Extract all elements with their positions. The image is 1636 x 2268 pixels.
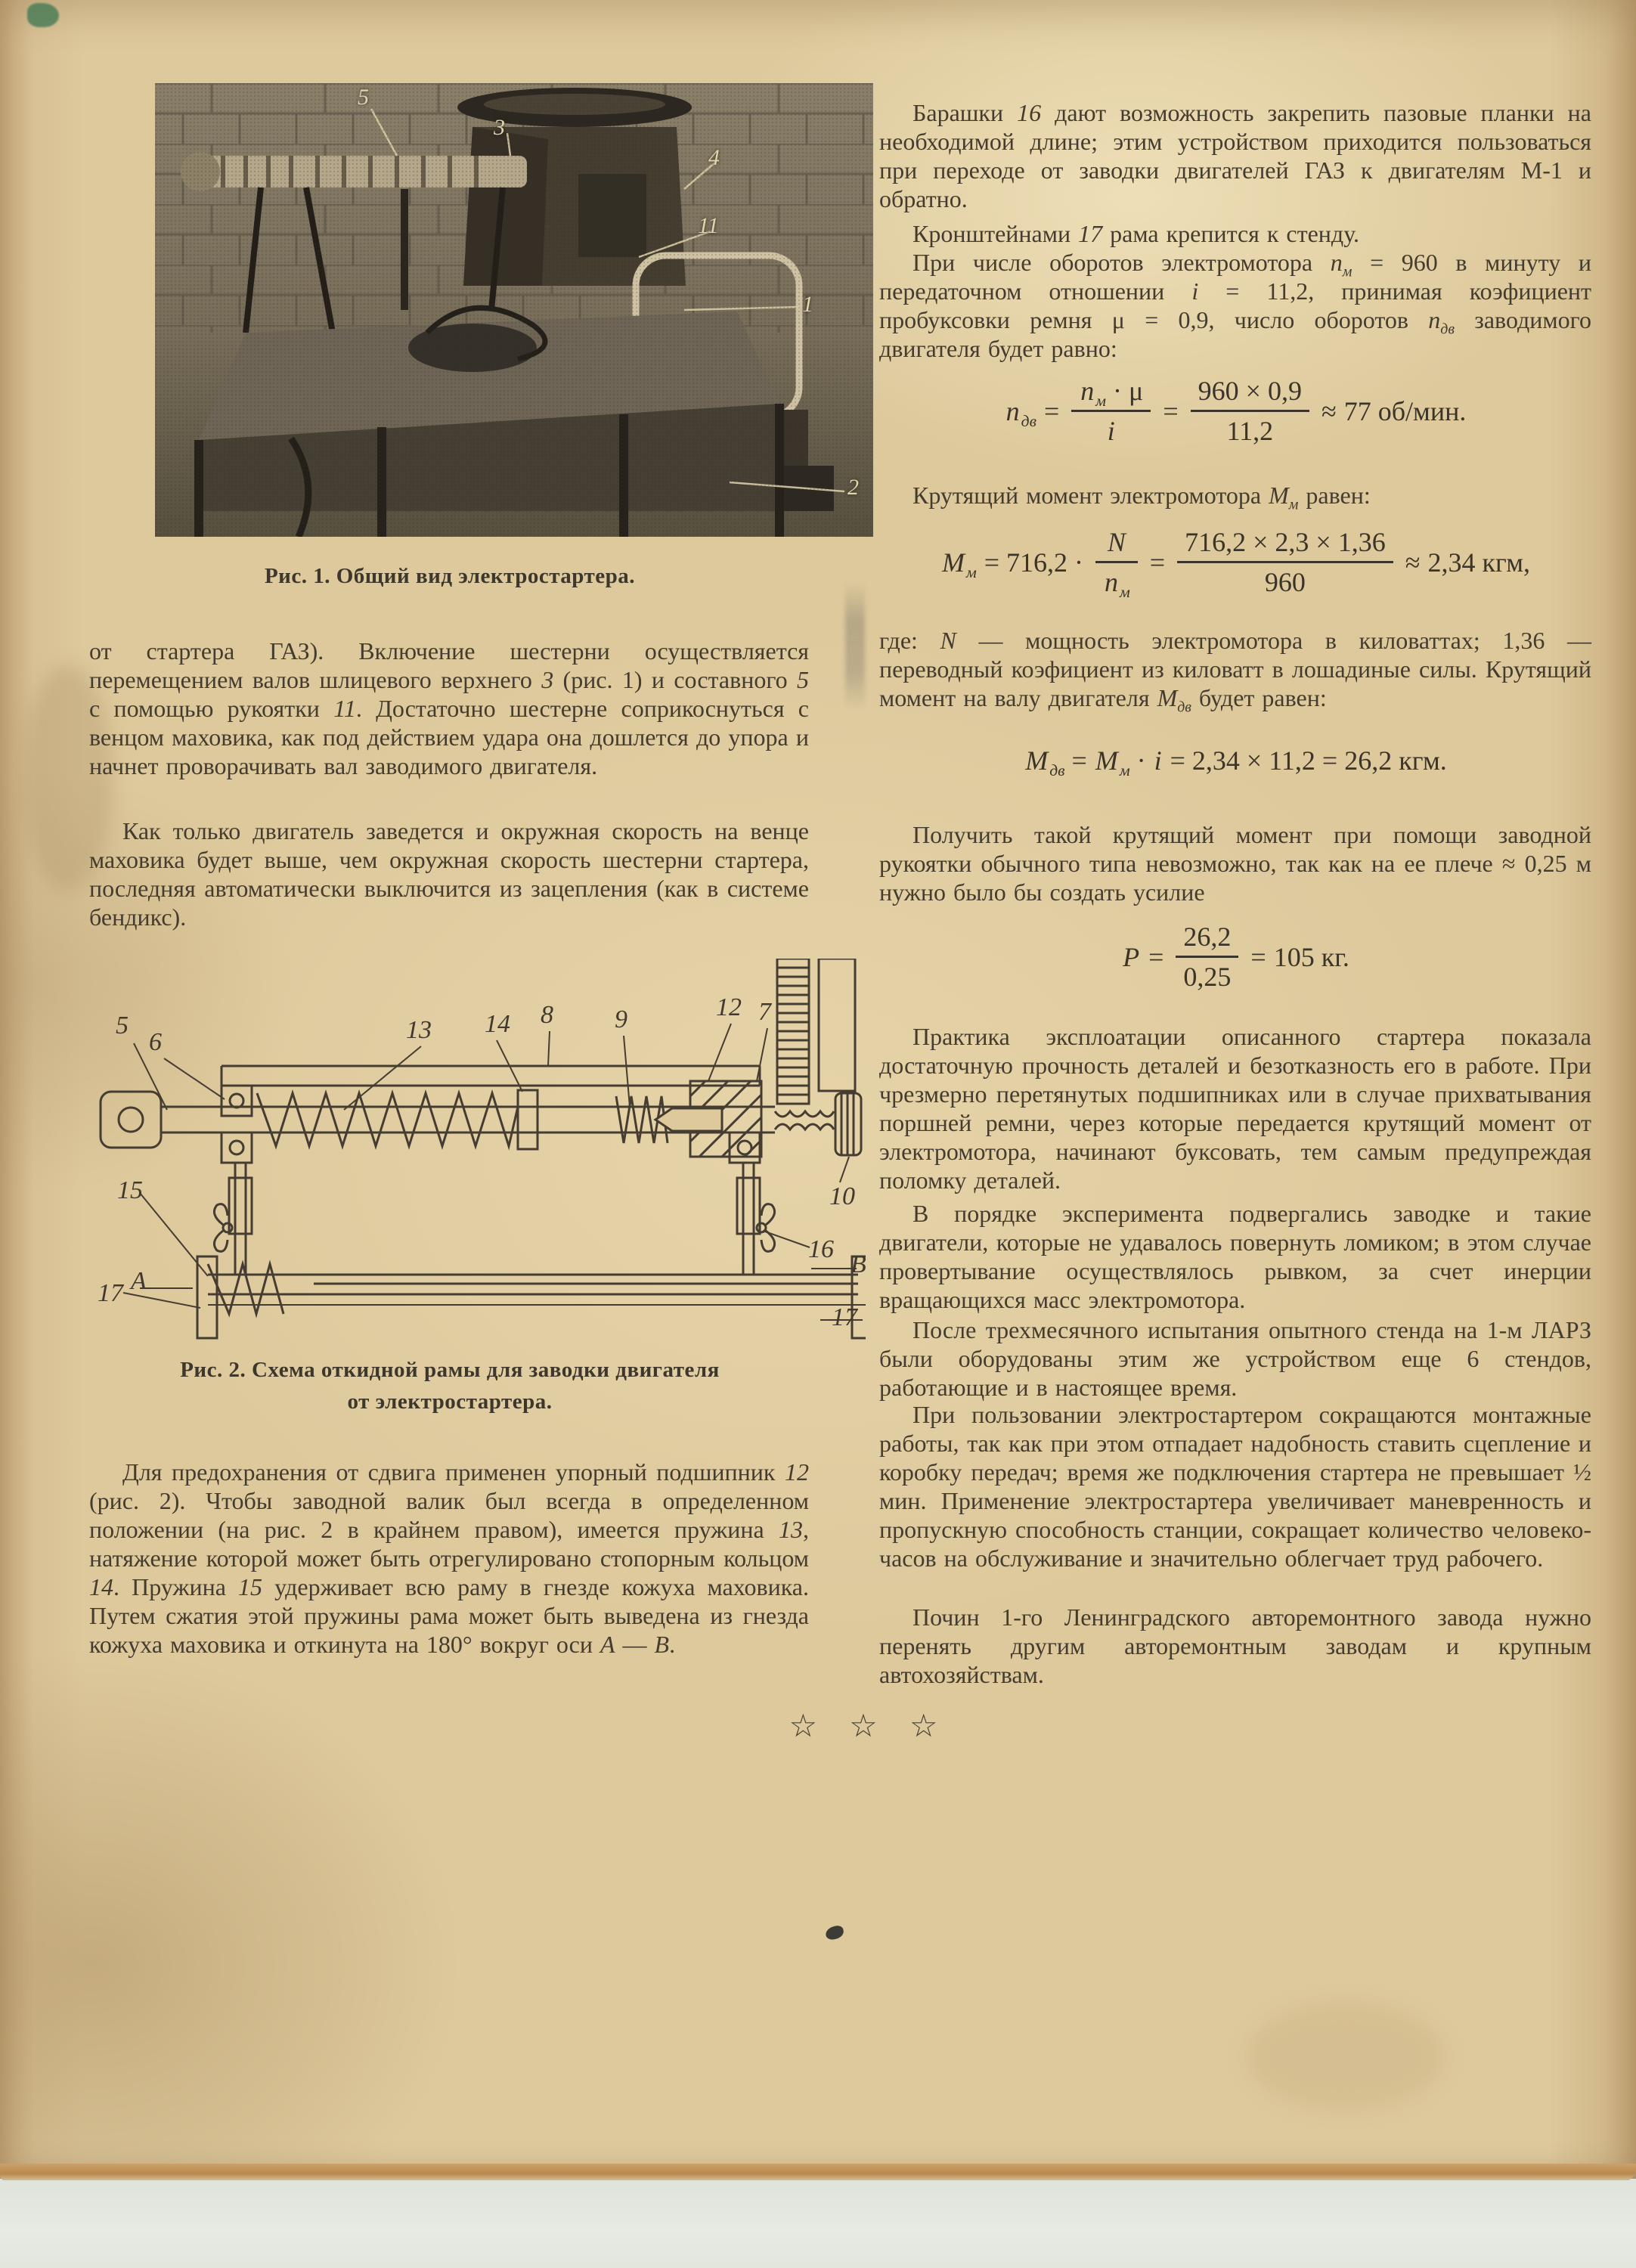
right-paragraph-6: Получить такой крутящий момент при помощи заводной рукоятки обычного типа невозможно, так как на ее плече ≈ 0,25 м нужно было бы создать усилие — [879, 821, 1591, 906]
photo-label-11: 11 — [698, 213, 719, 238]
section-divider-stars — [742, 1707, 984, 1745]
fig2-label-12: 12 — [716, 993, 742, 1021]
right-paragraph-11: Почин 1-го Ленинградского авторемонтного завода нужно перенять другим авторемонтным заводам и крупным автохозяйствам. — [879, 1603, 1591, 1688]
photo-label-4: 4 — [708, 145, 720, 170]
photo-artwork — [155, 83, 873, 537]
fig2-label-17-right: 17 — [832, 1303, 857, 1331]
right-paragraph-7: Практика эксплоатации описанного стартера показала достаточную прочность деталей и безотказность его в работе. При чрезмерно перетянутых подшипниках или в случае прихватывания поршней ремни, через которые передается крутящий момент от электромотора, начинают буксовать, тем самым предупреждая поломку деталей. — [879, 1023, 1591, 1194]
figure1-caption: Рис. 1. Общий вид электростартера. — [264, 564, 636, 588]
fig2-label-A: A — [131, 1267, 147, 1295]
fig2-label-10: 10 — [829, 1182, 855, 1210]
formula-lhs: $n_{дв}$ — [1005, 395, 1036, 430]
right-paragraph-3: При числе оборотов электромотора $n_м = 960$ в минуту и передаточном отношении i = 11,2, принимая коэфициент пробуксовки ремня μ = 0,9, число оборотов $n_{дв}$ заводимого двигателя будет равно: — [879, 249, 1592, 362]
left-paragraph-2: Как только двигатель заведется и окружная скорость на венце маховика будет выше, чем окружная скорость шестерни стартера, последняя автоматически выключится из зацепления (как в системе бендикс). — [89, 817, 809, 931]
scan-smudge — [845, 582, 865, 711]
photo-label-2: 2 — [847, 475, 859, 500]
figure2-caption-line2: от электростартера. — [347, 1390, 553, 1414]
formula-n-dv: $n_{дв}$ = $\frac{n_м \cdot \mu}{i}$ = $\frac{960 \times 0,9}{11,2}$ ≈ 77 об/мин. — [1005, 376, 1467, 446]
star-icon: ☆ — [909, 1709, 938, 1744]
ink-blot — [824, 1925, 844, 1941]
formula-M-dv: $M_{дв} = M_м \cdot i = 2,34 \times 11,2 = 26,2$ кгм. — [1025, 745, 1447, 780]
right-paragraph-2: Кронштейнами 17 рама крепится к стенду. — [913, 220, 1359, 247]
fig2-label-7: 7 — [758, 998, 771, 1026]
left-paragraph-3: Для предохранения от сдвига применен упорный подшипник 12 (рис. 2). Чтобы заводной валик был всегда в определенном положении (на рис. 2 в крайнем правом), имеется пружина 13, натяжение которой может быть отрегулировано стопорным кольцом 14. Пружина 15 удерживает всю раму в гнезде кожуха маховика. Путем сжатия этой пружины рама может быть выведена из гнезда кожуха маховика и откинута на 180° вокруг оси A — B. — [89, 1458, 810, 1658]
formula-lhs: $M_м$ — [941, 547, 977, 581]
photo-label-1: 1 — [802, 292, 813, 317]
formula-M-m: $M_м = 716,2$ · $\frac{N}{n_м}$ = $\frac{716,2 \times 2,3 \times 1,36}{960}$ ≈ 2,34 кгм, — [941, 527, 1531, 602]
fig2-label-15: 15 — [117, 1176, 143, 1204]
figure2-caption-line1: Рис. 2. Схема откидной рамы для заводки двигателя — [180, 1358, 720, 1382]
fig2-label-B: B — [851, 1250, 866, 1278]
figure2-diagram — [95, 959, 866, 1352]
figure1-photo — [155, 83, 873, 537]
paper-stain — [1247, 2003, 1444, 2109]
fig2-label-5: 5 — [116, 1012, 129, 1040]
left-paragraph-1: от стартера ГАЗ). Включение шестерни осуществляется перемещением валов шлицевого верхнего 3 (рис. 1) и составного 5 с помощью рукоятки 11. Достаточно шестерне соприкоснуться с венцом маховика, как под действием удара она дошлется до упора и начнет проворачивать вал заводимого двигателя. — [89, 637, 810, 779]
right-paragraph-9: После трехмесячного испытания опытного стенда на 1-м ЛАРЗ были оборудованы этим же устройством еще 6 стендов, работающие и в настоящее время. — [879, 1316, 1591, 1401]
right-paragraph-10: При пользовании электростартером сокращаются монтажные работы, так как при этом отпадает надобность ставить сцепление и коробку передач; время же подключения стартера не превышает ½ мин. Применение электростартера увеличивает маневренность и пропускную способность станции, сокращает количество человеко-часов на обслуживание и значительно облегчает труд рабочего. — [879, 1401, 1591, 1572]
right-paragraph-1: Барашки 16 дают возможность закрепить пазовые планки на необходимой длине; этим устройством приходится пользоваться при переходе от заводки двигателей ГАЗ к двигателям М-1 и обратно. — [879, 99, 1592, 212]
right-paragraph-4: Крутящий момент электромотора $M_м$ равен: — [913, 482, 1371, 513]
right-paragraph-8: В порядке эксперимента подвергались заводке и такие двигатели, которые не удавалось повернуть ломиком; в этом случае провертывание осуществлялось рывком, за счет инерции вращающихся масс электромотора. — [879, 1200, 1591, 1313]
diagram-artwork — [95, 959, 866, 1352]
photo-label-5: 5 — [358, 85, 369, 110]
fig2-label-17-left: 17 — [98, 1279, 123, 1307]
star-icon: ☆ — [849, 1709, 878, 1744]
formula-lhs: P — [1123, 941, 1140, 972]
fig2-label-16: 16 — [808, 1235, 834, 1263]
right-paragraph-5: где: N — мощность электромотора в киловаттах; 1,36 — переводный коэфициент из киловатт в лошадиные силы. Крутящий момент на валу двигателя $M_{дв}$ будет равен: — [879, 627, 1592, 716]
scanner-backdrop — [0, 2180, 1636, 2268]
paper-bottom-edge — [0, 2164, 1636, 2182]
fig2-label-8: 8 — [541, 1001, 553, 1029]
star-icon: ☆ — [789, 1709, 818, 1744]
formula-P: P = $\frac{26,2}{0,25}$ = 105 кг. — [1123, 922, 1349, 992]
fig2-label-6: 6 — [149, 1028, 162, 1056]
photo-label-3: 3 — [494, 115, 505, 140]
fig2-label-13: 13 — [406, 1016, 432, 1044]
green-corner-mark — [27, 3, 59, 27]
fig2-label-9: 9 — [615, 1005, 627, 1033]
fig2-label-14: 14 — [485, 1010, 510, 1038]
